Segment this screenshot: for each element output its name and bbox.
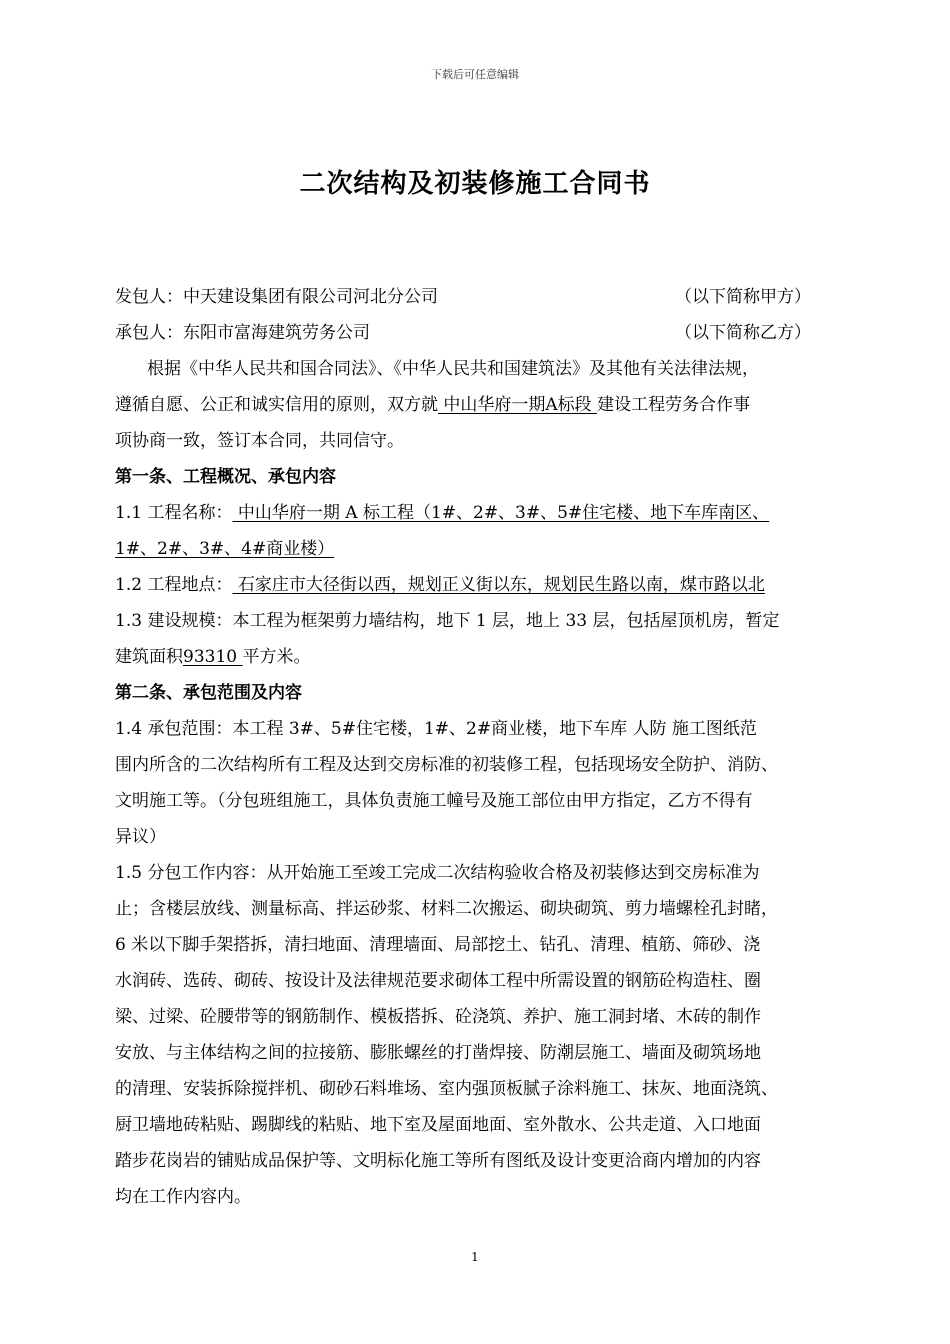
intro-line-2-pre: 遵循自愿、公正和诚实信用的原则，双方就 [115, 395, 438, 415]
item-1-4-line: 文明施工等。（分包班组施工，具体负责施工幢号及施工部位由甲方指定，乙方不得有 [115, 791, 753, 811]
item-1-5-line: 1.5 分包工作内容：从开始施工至竣工完成二次结构验收合格及初装修达到交房标准为 [115, 863, 760, 883]
project-name: 中山华府一期A标段 [438, 395, 598, 415]
party-b-label: 承包人： [115, 323, 183, 343]
item-1-5-line: 均在工作内容内。 [115, 1187, 251, 1207]
item-1-2-label: 1.2 工程地点： [115, 575, 233, 595]
party-b-alias: （以下简称乙方） [675, 323, 811, 343]
item-1-5-line: 踏步花岗岩的铺贴成品保护等、文明标化施工等所有图纸及设计变更洽商内增加的内容 [115, 1151, 761, 1171]
item-1-3-post: 平方米。 [242, 647, 311, 667]
header-note: 下载后可任意编辑 [431, 68, 519, 81]
item-1-1-label: 1.1 工程名称： [115, 503, 233, 523]
item-1-5-line: 止；含楼层放线、测量标高、拌运砂浆、材料二次搬运、砌块砌筑、剪力墙螺栓孔封睹， [115, 899, 778, 919]
item-1-5-line: 厨卫墙地砖粘贴、踢脚线的粘贴、地下室及屋面地面、室外散水、公共走道、入口地面 [115, 1115, 761, 1135]
intro-line-3: 项协商一致，签订本合同，共同信守。 [115, 431, 404, 451]
item-1-4-line: 1.4 承包范围：本工程 3#、5#住宅楼，1#、2#商业楼，地下车库 人防 施工图纸范 [115, 719, 757, 739]
article-1-heading: 第一条、工程概况、承包内容 [115, 467, 336, 487]
party-a-line [115, 279, 865, 315]
item-1-3-line-2 [115, 639, 865, 675]
item-1-1-value-a: 中山华府一期 A 标工程（1#、2#、3#、5#住宅楼、地下车库南区、 [232, 503, 770, 523]
party-a-name: 中天建设集团有限公司河北分公司 [183, 287, 438, 307]
item-1-2-value: 石家庄市大径街以西，规划正义街以东，规划民生路以南，煤市路以北 [232, 575, 765, 595]
item-1-2-line [115, 567, 865, 603]
item-1-5-line: 安放、与主体结构之间的拉接筋、膨胀螺丝的打凿焊接、防潮层施工、墙面及砌筑场地 [115, 1043, 761, 1063]
party-a-alias: （以下简称甲方） [675, 287, 811, 307]
article-2-heading: 第二条、承包范围及内容 [115, 683, 302, 703]
item-1-3-line-1: 1.3 建设规模：本工程为框架剪力墙结构，地下 1 层，地上 33 层，包括屋顶机房，暂定 [115, 611, 780, 631]
item-1-3-pre: 建筑面积 [115, 647, 183, 667]
item-1-1-line-1 [115, 495, 865, 531]
item-1-4-line: 围内所含的二次结构所有工程及达到交房标准的初装修工程，包括现场安全防护、消防、 [115, 755, 778, 775]
item-1-1-line-2 [115, 531, 865, 567]
item-1-5-line: 梁、过梁、砼腰带等的钢筋制作、模板搭拆、砼浇筑、养护、施工洞封堵、木砖的制作 [115, 1007, 761, 1027]
intro-line-2 [115, 387, 865, 423]
document-title: 二次结构及初装修施工合同书 [299, 169, 651, 199]
intro-line-1: 根据《中华人民共和国合同法》、《中华人民共和国建筑法》及其他有关法律法规， [147, 359, 759, 379]
item-1-4-line: 异议） [115, 827, 166, 847]
building-area: 93310 [183, 647, 243, 667]
party-b-line [115, 315, 865, 351]
page-number: 1 [471, 1250, 479, 1264]
item-1-5-line: 6 米以下脚手架搭拆，清扫地面、清理墙面、局部挖土、钻孔、清理、植筋、筛砂、浇 [115, 935, 761, 955]
intro-line-2-post: 建设工程劳务合作事 [597, 395, 751, 415]
party-b-name: 东阳市富海建筑劳务公司 [183, 323, 370, 343]
item-1-1-value-b: 1#、2#、3#、4#商业楼） [115, 539, 335, 559]
item-1-5-line: 水润砖、选砖、砌砖、按设计及法律规范要求砌体工程中所需设置的钢筋砼构造柱、圈 [115, 971, 761, 991]
contract-body [115, 279, 865, 1215]
item-1-5-line: 的清理、安装拆除搅拌机、砌砂石料堆场、室内强顶板腻子涂料施工、抹灰、地面浇筑、 [115, 1079, 778, 1099]
party-a-label: 发包人： [115, 287, 183, 307]
